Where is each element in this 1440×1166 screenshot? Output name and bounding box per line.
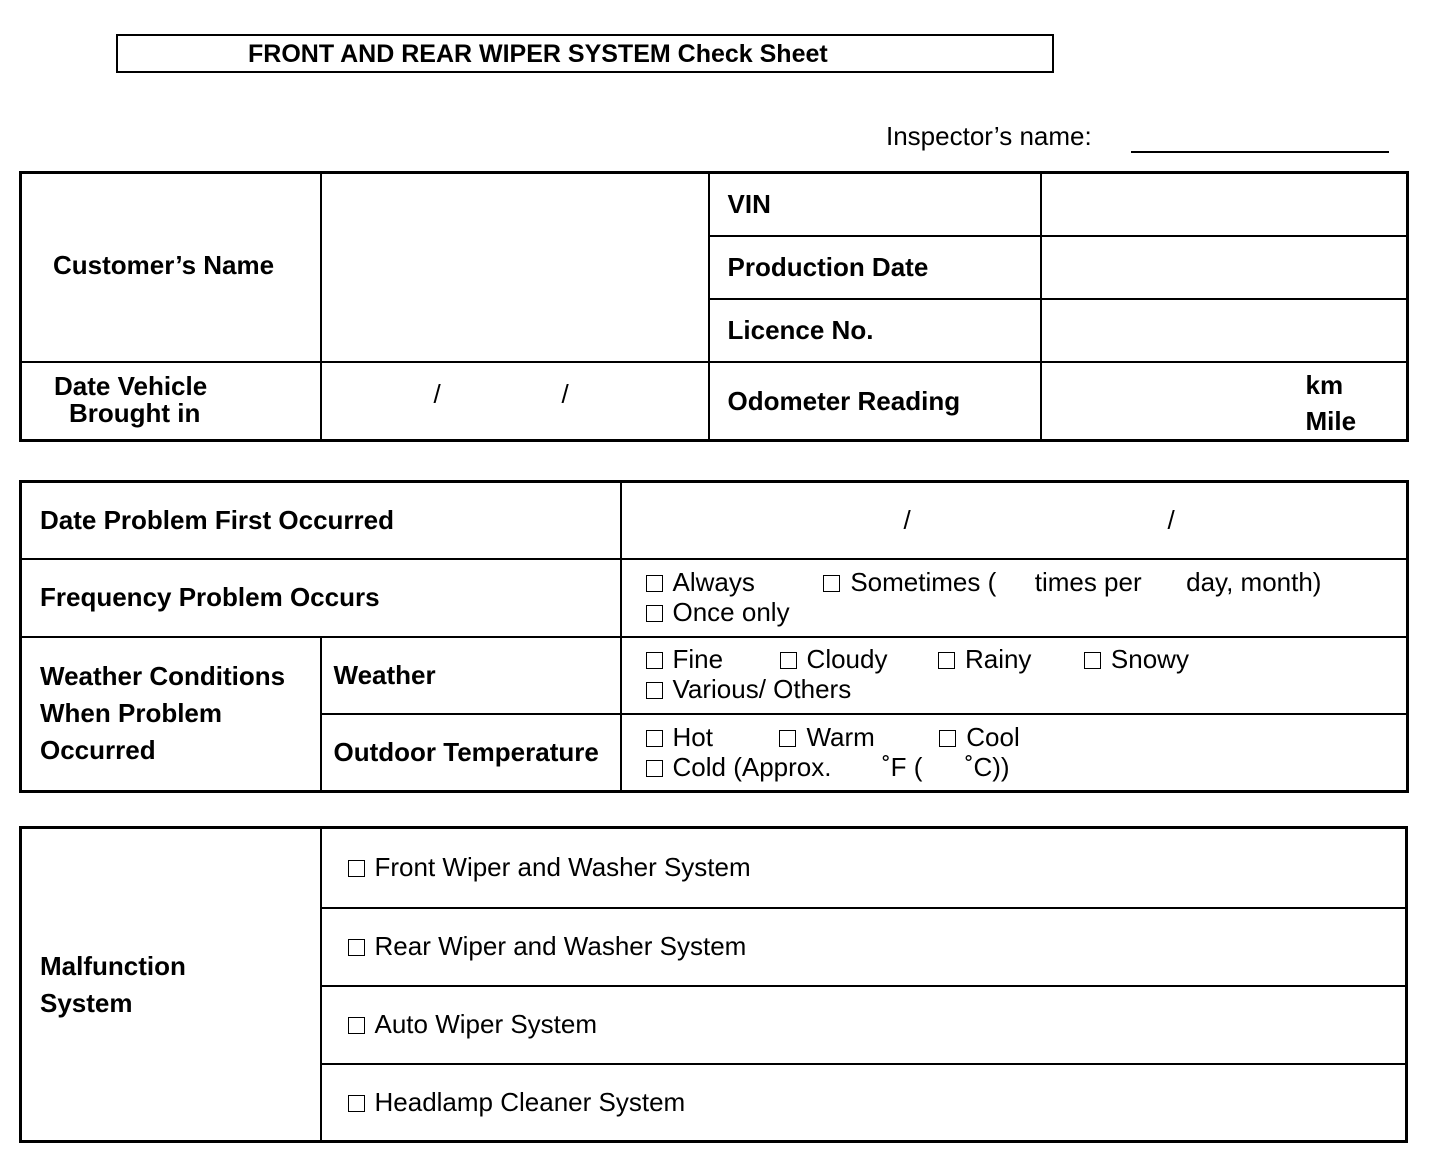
title-box <box>116 34 1054 73</box>
date-brought-in-field[interactable]: / / <box>321 362 709 440</box>
weather-options <box>621 637 1408 714</box>
inspector-name-field[interactable] <box>1131 151 1389 153</box>
inspector-name-label: Inspector’s name: <box>886 121 1092 151</box>
freq-always-checkbox[interactable]: Always <box>646 567 755 597</box>
malfunction-option-front[interactable]: Front Wiper and Washer System <box>321 828 1407 908</box>
weather-cloudy-checkbox[interactable]: Cloudy <box>780 644 888 674</box>
outdoor-temperature-label: Outdoor Temperature <box>321 714 621 792</box>
weather-rainy-checkbox[interactable]: Rainy <box>938 644 1031 674</box>
temp-cold-checkbox[interactable]: Cold (Approx. <box>646 752 832 782</box>
problem-conditions-table <box>19 480 1409 793</box>
frequency-options: Always Sometimes ( times per day, month) Once only <box>621 559 1408 637</box>
freq-once-checkbox[interactable]: Once only <box>646 597 790 627</box>
temperature-options: Hot Warm Cool Cold (Approx. ˚F ( ˚C)) <box>621 714 1408 792</box>
malfunction-option-auto[interactable]: Auto Wiper System <box>321 986 1407 1064</box>
licence-field[interactable] <box>1041 299 1408 362</box>
customer-name-label: Customer’s Name <box>21 173 321 363</box>
production-date-field[interactable] <box>1041 236 1408 299</box>
temp-hot-checkbox[interactable]: Hot <box>646 722 713 752</box>
odometer-label: Odometer Reading <box>709 362 1041 440</box>
weather-snowy-checkbox[interactable]: Snowy <box>1084 644 1189 674</box>
malfunction-system-label: Malfunction System <box>21 828 321 1142</box>
malfunction-option-headlamp[interactable]: Headlamp Cleaner System <box>321 1064 1407 1142</box>
vin-field[interactable] <box>1041 173 1408 236</box>
licence-label: Licence No. <box>709 299 1041 362</box>
date-brought-in-label: Date Vehicle Brought in <box>21 362 321 440</box>
weather-conditions-label: Weather Conditions When Problem Occurred <box>21 637 321 792</box>
freq-sometimes-checkbox[interactable]: Sometimes ( <box>823 567 996 597</box>
customer-info-table <box>19 171 1409 442</box>
malfunction-system-table <box>19 826 1408 1143</box>
odometer-field[interactable] <box>1041 362 1408 440</box>
weather-label: Weather <box>321 637 621 714</box>
weather-fine-checkbox[interactable]: Fine <box>646 644 724 674</box>
customer-name-field[interactable] <box>321 173 709 363</box>
frequency-label: Frequency Problem Occurs <box>21 559 621 637</box>
vin-label: VIN <box>709 173 1041 236</box>
weather-various-checkbox[interactable]: Various/ Others <box>646 674 852 704</box>
production-date-label: Production Date <box>709 236 1041 299</box>
malfunction-option-rear[interactable]: Rear Wiper and Washer System <box>321 908 1407 986</box>
km-unit: km <box>1305 370 1344 401</box>
mile-unit: Mile <box>1305 406 1357 437</box>
date-first-occurred-label: Date Problem First Occurred <box>21 482 621 559</box>
temp-warm-checkbox[interactable]: Warm <box>779 722 874 752</box>
temp-cool-checkbox[interactable]: Cool <box>939 722 1019 752</box>
page-title: FRONT AND REAR WIPER SYSTEM Check Sheet <box>248 40 828 68</box>
date-first-occurred-field[interactable]: / / <box>621 482 1408 559</box>
